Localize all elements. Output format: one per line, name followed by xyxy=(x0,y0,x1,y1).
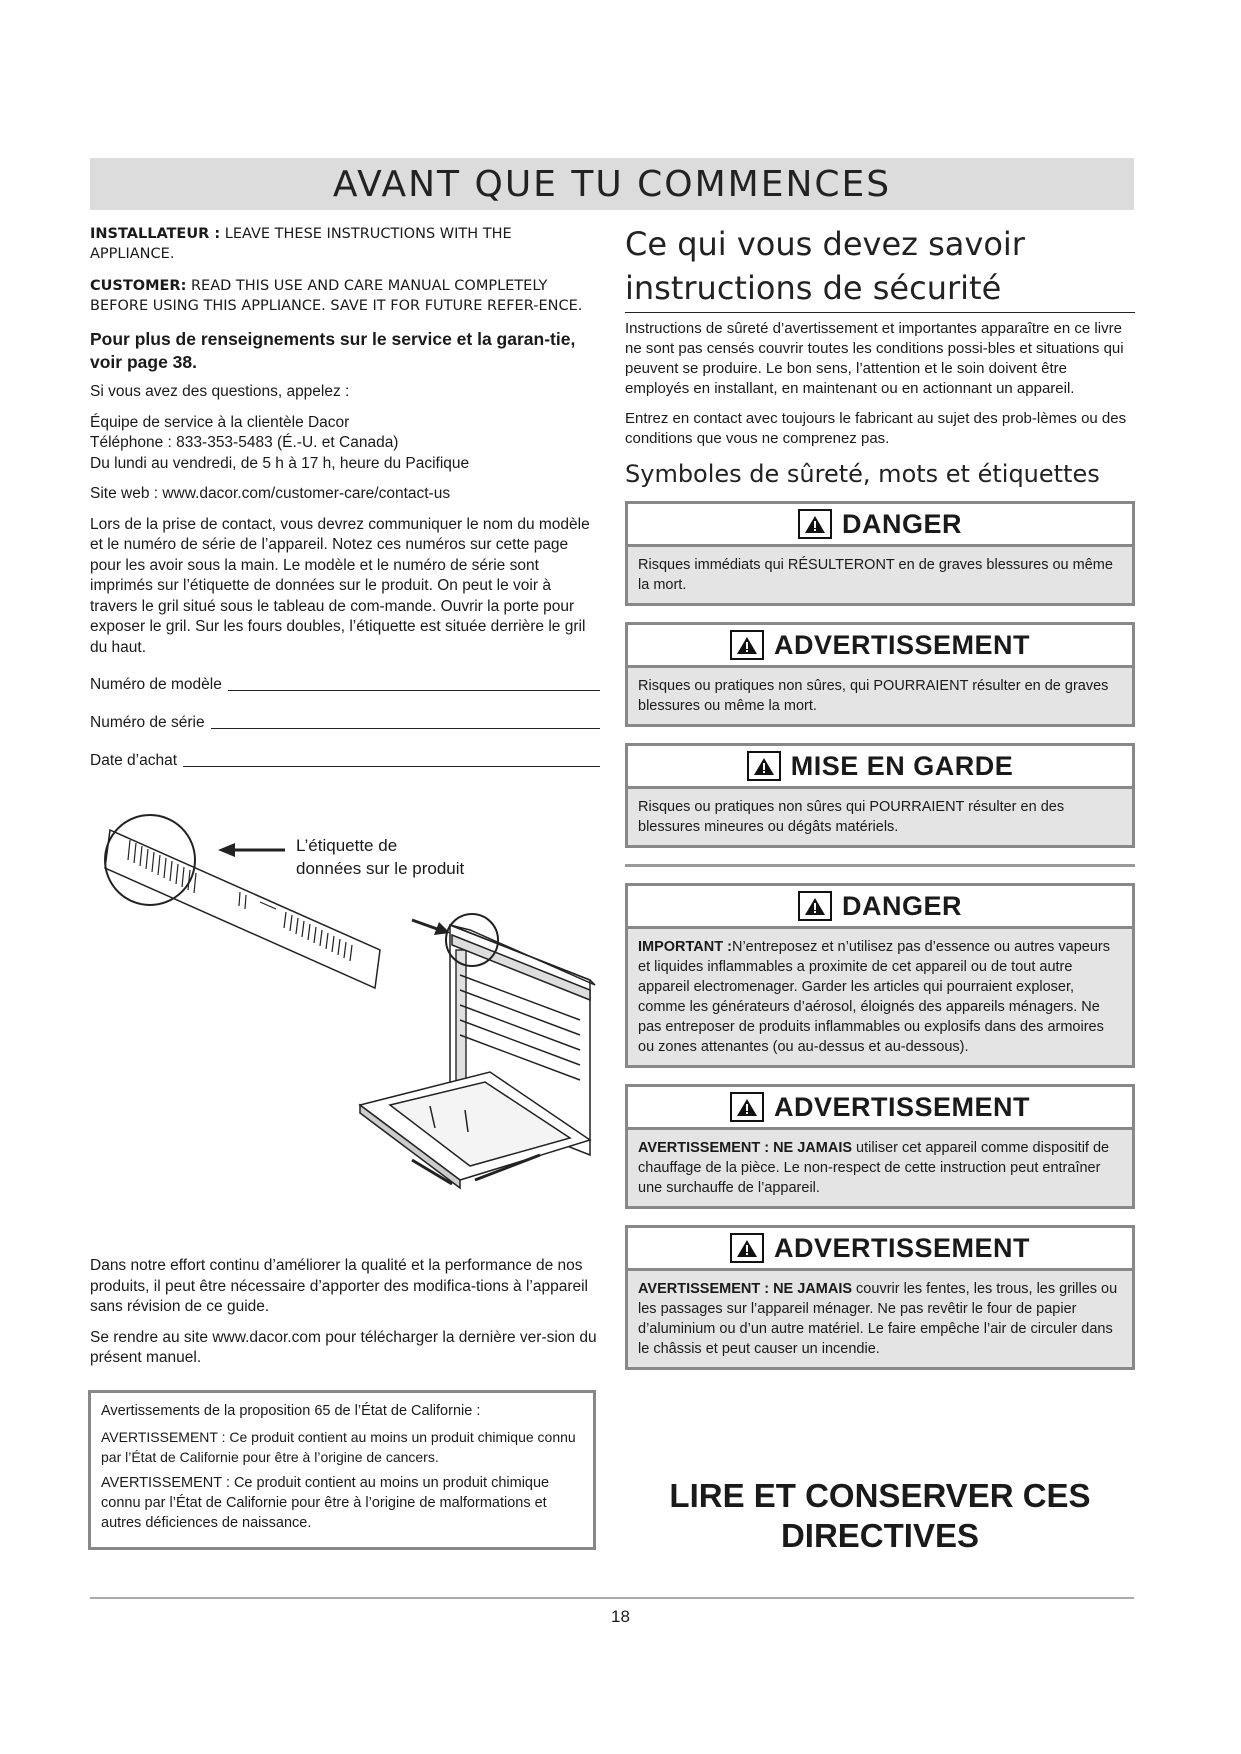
warning-triangle-icon xyxy=(730,630,764,660)
warning-triangle-icon xyxy=(730,1233,764,1263)
warning-box-danger-2 xyxy=(625,883,1135,1068)
section-banner xyxy=(90,158,1134,210)
warning-lead: IMPORTANT : xyxy=(638,939,732,955)
warning-triangle-icon xyxy=(798,891,832,921)
questions-text: Si vous avez des questions, appelez : xyxy=(90,383,350,400)
contact-paragraph: Lors de la prise de contact, vous devrez communiquer le nom du modèle et le numéro de série de l’appareil. Notez ces numéros sur cette page pour les avoir sous la main. Le modèle et le numéro de série sont imprimés sur l’étiquette de données sur le produit. On peut le voir à travers le gril situé sous le tableau de com-mande. Ouvrir la porte pour exposer le gril. Sur les fours doubles, l’étiquette est située derrière le gril du haut. xyxy=(90,515,590,656)
warning-box-advert-1 xyxy=(625,622,1135,727)
label-callout-text: L’étiquette de données sur le produit xyxy=(296,836,465,878)
footer-rule xyxy=(90,1597,1134,1599)
phone-line: Téléphone : 833-353-5483 (É.-U. et Canada) xyxy=(90,434,399,451)
installer-note: INSTALLATEUR : LEAVE THESE INSTRUCTIONS WITH THE APPLIANCE. xyxy=(90,226,512,262)
safety-heading: Ce qui vous devez savoir instructions de sécurité xyxy=(625,222,1135,313)
warning-text: N’entreposez et n’utilisez pas d’essence ou autres vapeurs et liquides inflammables a proximite de cet appareil ou de tout autre appareil electromenager. Garder les articles qui pourraient exploser, comme les générateurs d’aérosol, éloignés des appareils ménagers. Ne pas entreposer de produits inflammables ou explosifs dans des armoires ou zones attenantes (ou au-dessus et au-dessous). xyxy=(638,939,1110,1055)
update-notes xyxy=(90,1256,600,1379)
serial-number-field[interactable] xyxy=(90,714,600,732)
prop65-warning-birth: AVERTISSEMENT : Ce produit contient au moins un produit chimique connu par l’État de Californie pour être à l’origine de malformations et autres déficiences de naissance. xyxy=(101,1475,550,1531)
contact-info xyxy=(90,413,600,475)
page-number: 18 xyxy=(611,1607,630,1626)
oven-label-figure xyxy=(90,810,610,1230)
safety-intro: Instructions de sûreté d’avertissement et importantes apparaître en ce livre ne sont pas censés couvrir toutes les conditions possi-bles et situations qui peuvent se produire. Le bon sens, l’attention et le soin doivent être employés en installant, en maintenant ou en actionnant un appareil. xyxy=(625,320,1124,397)
prop65-title: Avertissements de la proposition 65 de l’État de Californie : xyxy=(101,1403,481,1419)
serial-number-label: Numéro de série xyxy=(90,714,205,731)
website-line: Site web : www.dacor.com/customer-care/contact-us xyxy=(90,485,451,502)
warning-box-caution xyxy=(625,743,1135,848)
callout-arrow-2 xyxy=(412,920,440,930)
banner-title: AVANT QUE TU COMMENCES xyxy=(332,163,892,205)
warning-triangle-icon xyxy=(798,509,832,539)
divider xyxy=(625,864,1135,867)
warning-title: ADVERTISSEMENT xyxy=(773,629,1031,660)
purchase-date-field[interactable] xyxy=(90,752,600,770)
warning-triangle-icon xyxy=(747,751,781,781)
warning-text: Risques immédiats qui RÉSULTERONT en de graves blessures ou même la mort. xyxy=(638,557,1113,593)
warning-box-advert-2 xyxy=(625,1084,1135,1209)
service-team: Équipe de service à la clientèle Dacor xyxy=(90,413,350,431)
hours-line: Du lundi au vendredi, de 5 h à 17 h, heure du Pacifique xyxy=(90,454,470,472)
symbols-heading: Symboles de sûreté, mots et étiquettes xyxy=(625,460,1100,488)
warning-lead: AVERTISSEMENT : NE JAMAIS xyxy=(638,1140,853,1156)
right-column xyxy=(625,222,1135,1386)
improvement-paragraph: Dans notre effort continu d’améliorer la qualité et la performance de nos produits, il peut être nécessaire d’apporter des modifica-tions à l’appareil sans révision de ce guide. xyxy=(90,1257,588,1315)
warning-title: DANGER xyxy=(841,890,962,921)
prop65-warning-cancer: AVERTISSEMENT : Ce produit contient au moins un produit chimique connu par l’État de Californie pour être à l’origine de cancers. xyxy=(101,1429,576,1465)
purchase-date-label: Date d’achat xyxy=(90,752,178,769)
warning-box-danger-1 xyxy=(625,501,1135,606)
safety-contact: Entrez en contact avec toujours le fabricant au sujet des prob-lèmes ou des conditions que vous ne comprenez pas. xyxy=(625,410,1127,447)
read-and-keep-heading: LIRE ET CONSERVER CES DIRECTIVES xyxy=(669,1477,1091,1554)
warning-text: Risques ou pratiques non sûres qui POURRAIENT résulter en des blessures mineures ou dégâts matériels. xyxy=(638,799,1065,835)
download-paragraph: Se rendre au site www.dacor.com pour télécharger la dernière ver-sion du présent manuel. xyxy=(90,1328,597,1366)
warning-text: utiliser cet appareil comme dispositif de chauffage de la pièce. Le non-respect de cette instruction peut entraîner une surchauffe de l’appareil. xyxy=(638,1140,1110,1196)
warning-text: couvrir les fentes, les trous, les grilles ou les passages sur l’appareil ménager. Ne pas revêtir le four de papier d’aluminium ou d’un autre matériel. Le faire empêche l’air de circuler dans le châssis et peut causer un incendie. xyxy=(638,1281,1118,1357)
warning-title: ADVERTISSEMENT xyxy=(773,1091,1031,1122)
customer-note: CUSTOMER: READ THIS USE AND CARE MANUAL COMPLETELY BEFORE USING THIS APPLIANCE. SAVE IT FOR FUTURE REFER-ENCE. xyxy=(90,278,583,314)
service-note: Pour plus de renseignements sur le service et la garan-tie, voir page 38. xyxy=(90,329,576,372)
warning-text: Risques ou pratiques non sûres, qui POURRAIENT résulter en de graves blessures ou même la mort. xyxy=(638,678,1109,714)
warning-title: ADVERTISSEMENT xyxy=(773,1232,1031,1263)
warning-lead: AVERTISSEMENT : NE JAMAIS xyxy=(638,1281,853,1297)
warning-title: MISE EN GARDE xyxy=(790,750,1014,781)
warning-triangle-icon xyxy=(730,1092,764,1122)
warning-title: DANGER xyxy=(841,508,962,539)
model-number-label: Numéro de modèle xyxy=(90,676,222,693)
model-number-field[interactable] xyxy=(90,676,600,694)
warning-box-advert-3 xyxy=(625,1225,1135,1370)
prop65-box xyxy=(88,1390,596,1550)
left-column xyxy=(90,224,600,790)
